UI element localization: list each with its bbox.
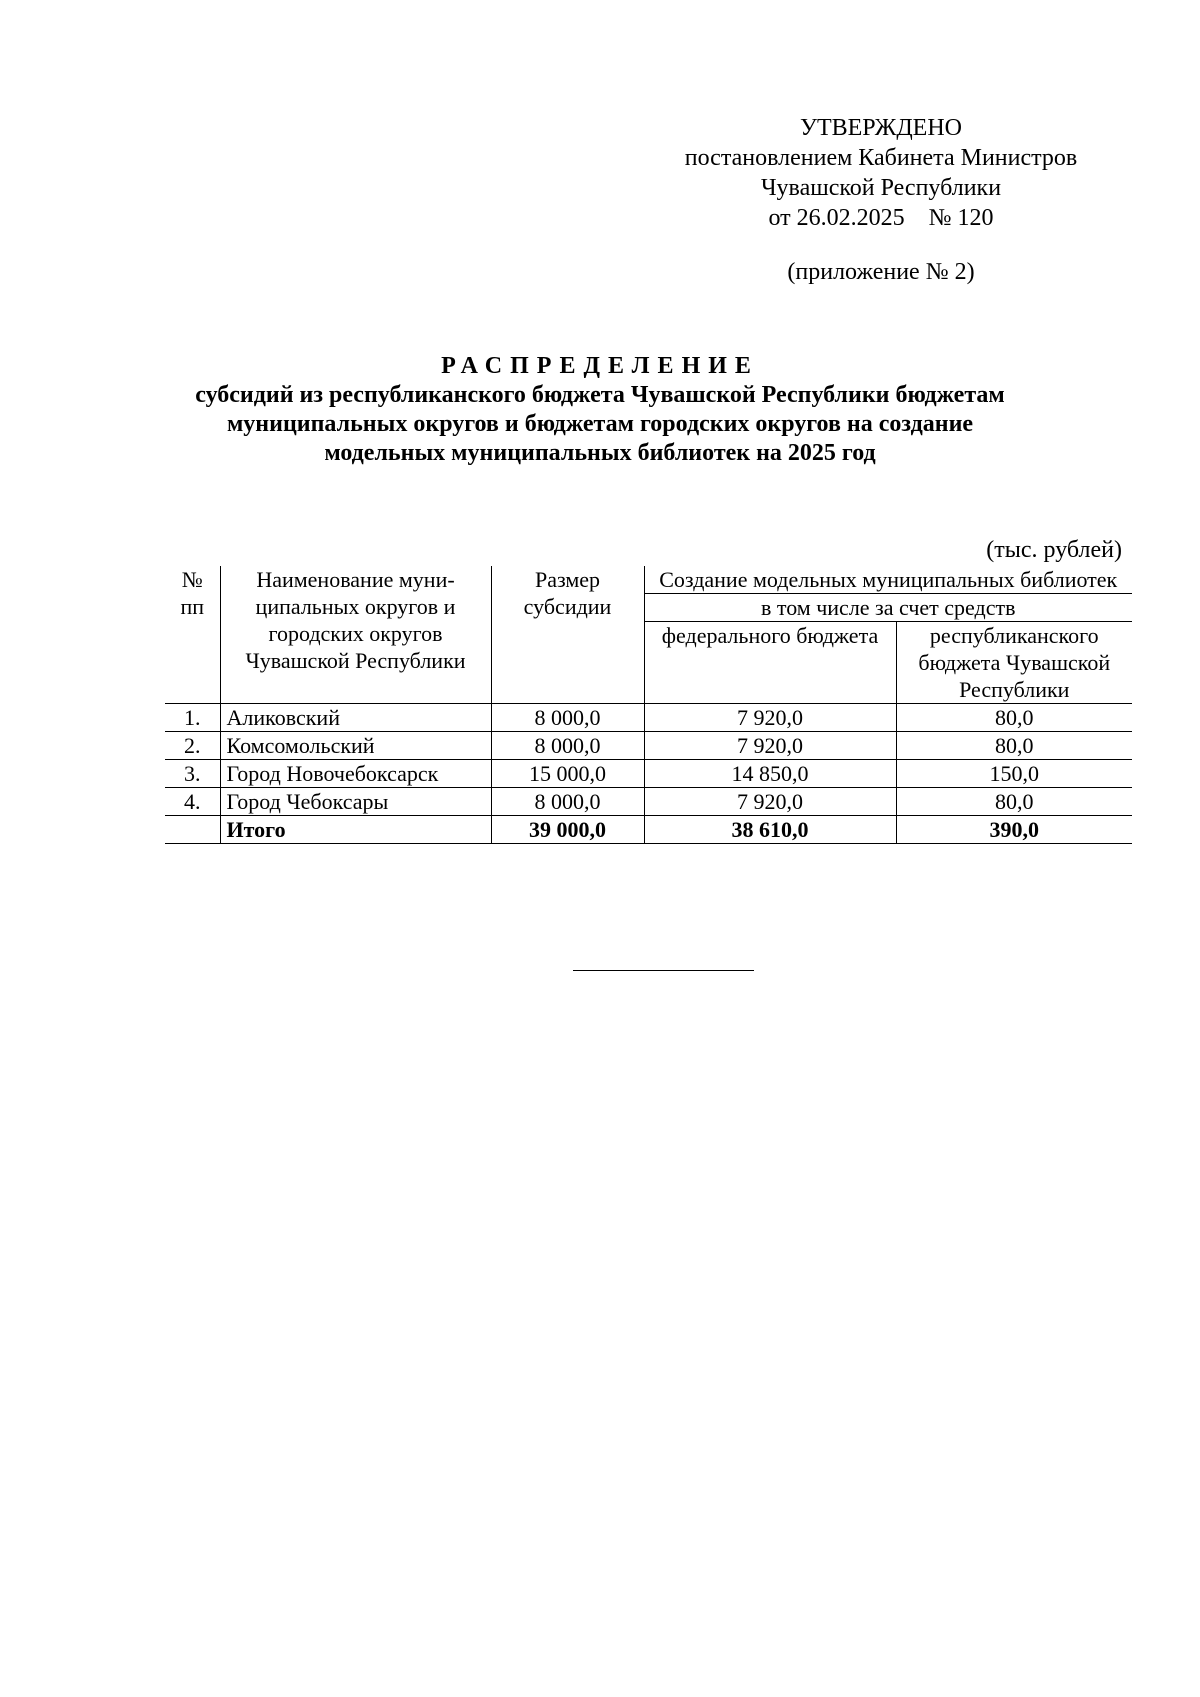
- header-federal: федерального бюджета: [644, 622, 896, 704]
- header-name: Наименование муни-ципальных округов и городских округов Чувашской Республики: [220, 566, 491, 704]
- header-creation: Создание модельных муниципальных библиотек: [644, 566, 1132, 594]
- heading-line-3: модельных муниципальных библиотек на 2025 год: [324, 440, 876, 466]
- units-label: (тыс. рублей): [986, 537, 1122, 563]
- row-size: 8 000,0: [491, 788, 644, 816]
- row-size: 8 000,0: [491, 732, 644, 760]
- header-republic: республиканского бюджета Чувашской Республики: [896, 622, 1132, 704]
- document-title: РАСПРЕДЕЛЕНИЕ: [441, 353, 759, 379]
- table-row: [165, 732, 1132, 760]
- row-num: 3.: [165, 760, 220, 788]
- row-federal: 14 850,0: [644, 760, 896, 788]
- row-name: Город Новочебоксарск: [220, 760, 491, 788]
- approved-of: Чувашской Республики: [760, 175, 1002, 201]
- document-heading: [150, 352, 1050, 468]
- approval-date-number: от 26.02.2025 № 120: [768, 205, 994, 231]
- total-name: Итого: [220, 816, 491, 844]
- table-row: [165, 788, 1132, 816]
- row-federal: 7 920,0: [644, 704, 896, 732]
- row-name: Комсомольский: [220, 732, 491, 760]
- heading-line-2: муниципальных округов и бюджетам городских округов на создание: [226, 411, 974, 437]
- row-republic: 80,0: [896, 704, 1132, 732]
- row-republic: 150,0: [896, 760, 1132, 788]
- row-size: 15 000,0: [491, 760, 644, 788]
- header-row-1: [165, 566, 1132, 594]
- total-size: 39 000,0: [491, 816, 644, 844]
- approval-block: [640, 113, 1122, 287]
- total-num: [165, 816, 220, 844]
- header-size: Размер субсидии: [491, 566, 644, 704]
- total-row: [165, 816, 1132, 844]
- row-num: 1.: [165, 704, 220, 732]
- approved-label: УТВЕРЖДЕНО: [799, 115, 963, 141]
- row-federal: 7 920,0: [644, 732, 896, 760]
- closing-rule: [573, 970, 754, 971]
- row-num: 2.: [165, 732, 220, 760]
- approved-by: постановлением Кабинета Министров: [684, 145, 1078, 171]
- total-republic: 390,0: [896, 816, 1132, 844]
- row-name: Аликовский: [220, 704, 491, 732]
- row-federal: 7 920,0: [644, 788, 896, 816]
- subsidy-table: [165, 566, 1132, 844]
- row-size: 8 000,0: [491, 704, 644, 732]
- table-row: [165, 704, 1132, 732]
- row-republic: 80,0: [896, 732, 1132, 760]
- appendix-label: (приложение № 2): [787, 259, 975, 285]
- table-row: [165, 760, 1132, 788]
- row-republic: 80,0: [896, 788, 1132, 816]
- header-num: № пп: [165, 566, 220, 704]
- total-federal: 38 610,0: [644, 816, 896, 844]
- row-name: Город Чебоксары: [220, 788, 491, 816]
- row-num: 4.: [165, 788, 220, 816]
- heading-line-1: субсидий из республиканского бюджета Чувашской Республики бюджетам: [195, 382, 1005, 408]
- header-including: в том числе за счет средств: [644, 594, 1132, 622]
